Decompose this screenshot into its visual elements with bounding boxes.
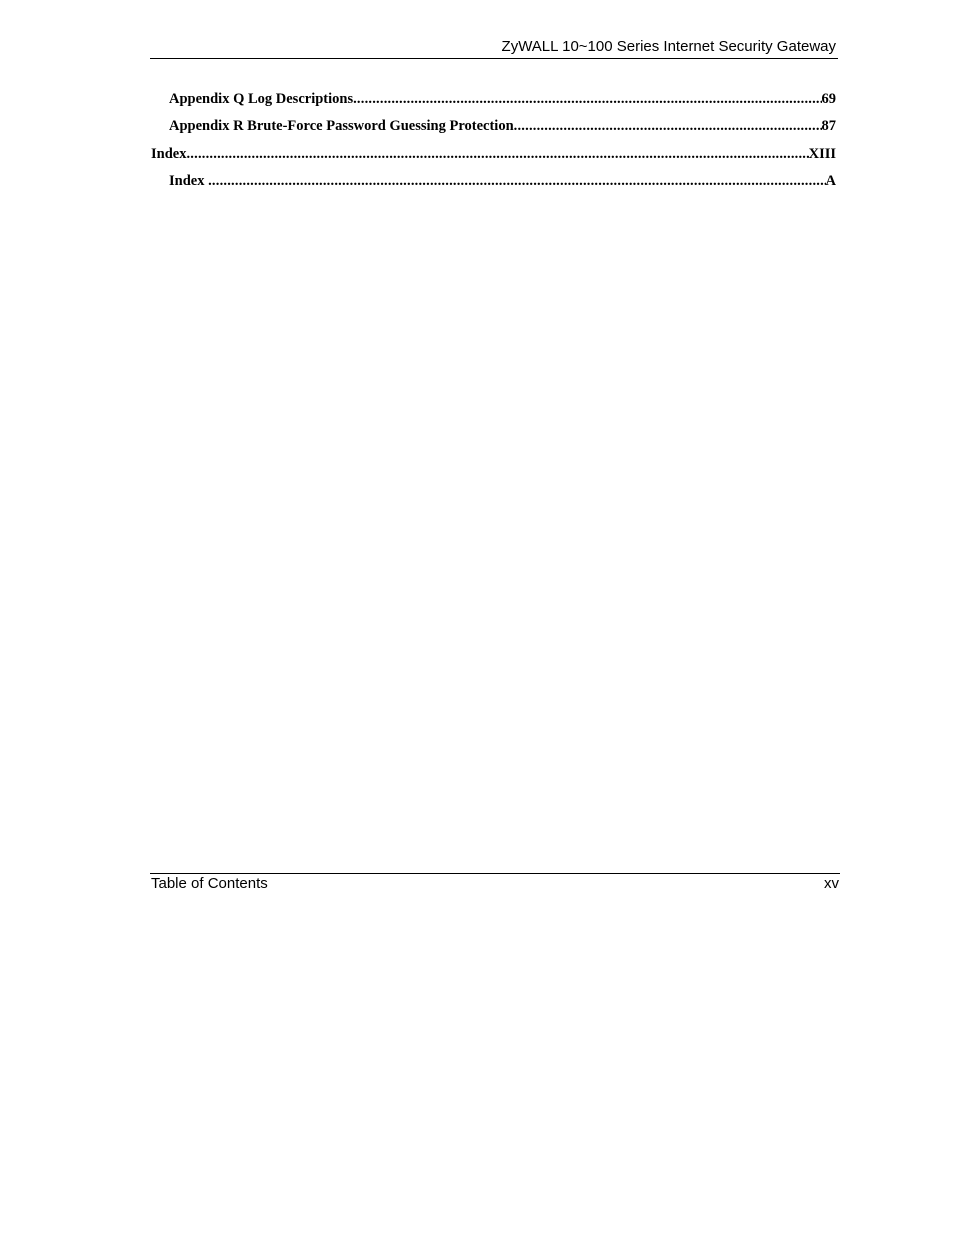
toc-entry-label: Index [169, 172, 209, 189]
toc-entry-label: Index [151, 145, 187, 162]
toc-entry-page: XIII [808, 145, 836, 162]
footer-page-number: xv [824, 875, 839, 892]
toc-entry-appendix-q[interactable] [151, 90, 836, 117]
toc-dot-leader [514, 117, 822, 135]
toc-entry-page: 87 [821, 118, 836, 135]
toc-dot-leader [353, 90, 821, 108]
running-header-title: ZyWALL 10~100 Series Internet Security Gateway [501, 38, 836, 55]
toc-entry-label: Appendix Q Log Descriptions [169, 91, 354, 107]
toc-entry-index-part[interactable] [151, 145, 836, 172]
toc-entry-appendix-r[interactable] [151, 117, 836, 144]
header-rule [150, 58, 838, 59]
toc-entry-label: Appendix R Brute-Force Password Guessing Protection [169, 118, 514, 135]
table-of-contents [151, 90, 836, 199]
toc-dot-leader [186, 145, 808, 163]
toc-entry-page: A [825, 172, 836, 189]
toc-dot-leader [208, 172, 825, 190]
footer-rule [150, 873, 840, 874]
toc-entry-index[interactable] [151, 172, 836, 199]
toc-entry-page: 69 [821, 91, 836, 107]
footer-section-title: Table of Contents [151, 875, 268, 892]
